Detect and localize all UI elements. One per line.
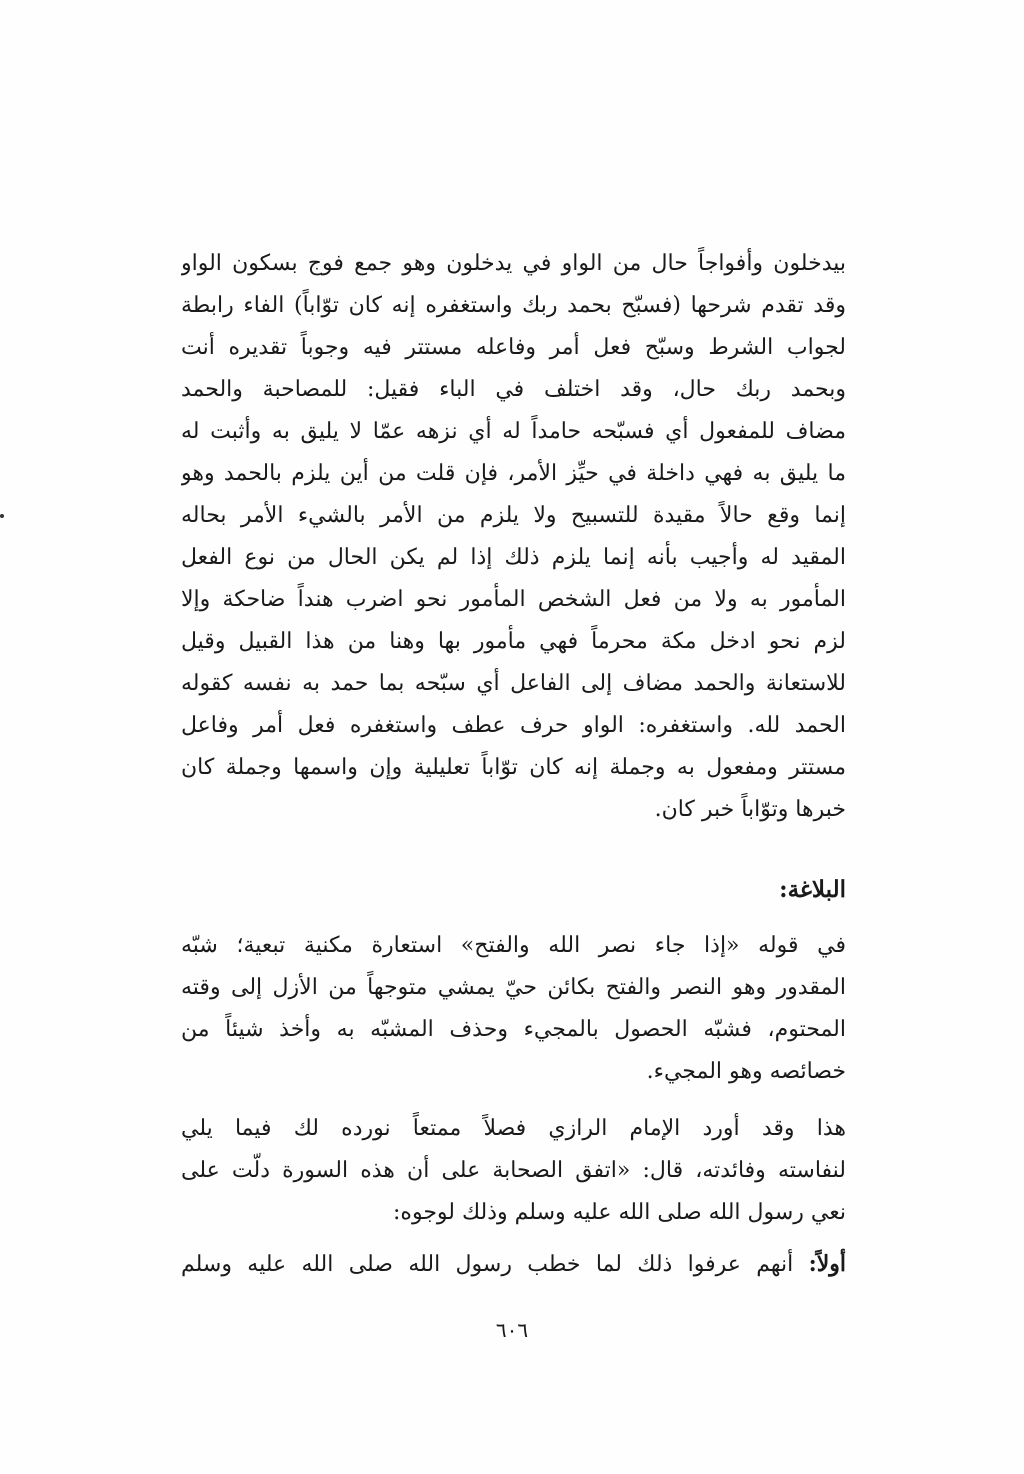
text-line: في قوله «إذا جاء نصر الله والفتح» استعارة مكنية تبعية؛ شبّه xyxy=(181,933,846,958)
text-line: لزم نحو ادخل مكة محرماً فهي مأمور بها وهنا من هذا القبيل وقيل xyxy=(181,629,846,654)
page-number: ٦٠٦ xyxy=(495,1318,529,1342)
text-line: ما يليق به فهي داخلة في حيِّز الأمر، فإن قلت من أين يلزم بالحمد وهو xyxy=(181,461,846,486)
text-line: للاستعانة والحمد مضاف إلى الفاعل أي سبّحه بما حمد به نفسه كقوله xyxy=(181,671,846,696)
text-line: وقد تقدم شرحها (فسبّح بحمد ربك واستغفره إنه كان توّاباً) الفاء رابطة xyxy=(181,293,846,318)
text-line: خبرها وتوّاباً خبر كان. xyxy=(654,797,846,822)
point-text: أنهم عرفوا ذلك لما خطب رسول الله صلى الله عليه وسلم xyxy=(181,1252,809,1277)
text-line: المقيد له وأجيب بأنه إنما يلزم ذلك إذا لم يكن الحال من نوع الفعل xyxy=(181,545,846,570)
text-line: خصائصه وهو المجيء. xyxy=(646,1059,846,1084)
text-line: وبحمد ربك حال، وقد اختلف في الباء فقيل: للمصاحبة والحمد xyxy=(181,377,846,402)
text-line: الحمد لله. واستغفره: الواو حرف عطف واستغفره فعل أمر وفاعل xyxy=(181,713,846,738)
paragraph-first-point xyxy=(181,1243,846,1285)
paragraph-rhetoric xyxy=(181,925,846,1093)
text-line: مستتر ومفعول به وجملة إنه كان توّاباً تعليلية وإن واسمها وجملة كان xyxy=(181,755,846,780)
text-line xyxy=(181,1243,846,1285)
text-line: لنفاسته وفائدته، قال: «اتفق الصحابة على أن هذه السورة دلّت على xyxy=(181,1158,846,1183)
margin-mark xyxy=(0,514,4,518)
paragraph-grammar xyxy=(181,243,846,831)
text-line: المأمور به ولا من فعل الشخص المأمور نحو اضرب هنداً ضاحكة وإلا xyxy=(181,587,846,612)
point-lead: أولاً: xyxy=(808,1251,846,1277)
section-heading: البلاغة: xyxy=(779,876,846,903)
text-line: نعي رسول الله صلى الله عليه وسلم وذلك لوجوه: xyxy=(393,1200,846,1225)
text-line: المقدور وهو النصر والفتح بكائن حيّ يمشي متوجهاً من الأزل إلى وقته xyxy=(181,975,846,1000)
text-line: مضاف للمفعول أي فسبّحه حامداً له أي نزهه عمّا لا يليق به وأثبت له xyxy=(181,419,846,444)
text-line: المحتوم، فشبّه الحصول بالمجيء وحذف المشبّه به وأخذ شيئاً من xyxy=(181,1017,846,1042)
text-line: بيدخلون وأفواجاً حال من الواو في يدخلون وهو جمع فوج بسكون الواو xyxy=(181,251,846,276)
text-line: إنما وقع حالاً مقيدة للتسبيح ولا يلزم من الأمر بالشيء الأمر بحاله xyxy=(181,503,846,528)
paragraph-razi xyxy=(181,1108,846,1234)
text-line: لجواب الشرط وسبّح فعل أمر وفاعله مستتر فيه وجوباً تقديره أنت xyxy=(181,335,846,360)
text-line: هذا وقد أورد الإمام الرازي فصلاً ممتعاً نورده لك فيما يلي xyxy=(181,1116,846,1141)
